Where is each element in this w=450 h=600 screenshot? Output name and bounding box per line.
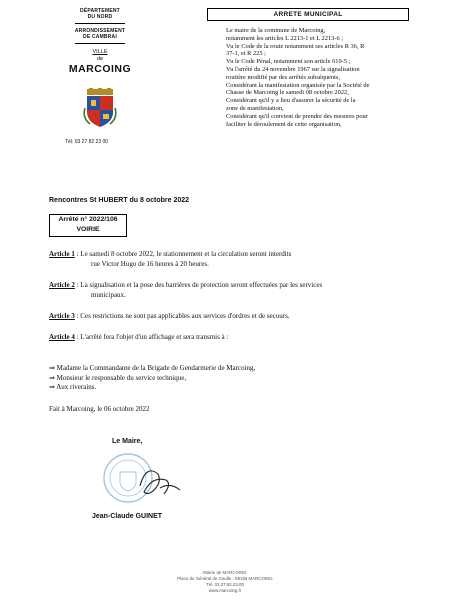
- article-label: Article 2: [49, 281, 75, 289]
- article-text: : La signalisation et la pose des barrières de protection seront effectuées par les services: [74, 281, 323, 289]
- department-line1: DÉPARTEMENT: [80, 8, 120, 14]
- article-3: [49, 312, 399, 322]
- arrondissement-line2: DE CAMBRAI: [83, 34, 117, 40]
- considerant-line: Vu le Code Pénal, notamment son article 610-5 ;: [226, 58, 351, 66]
- event-title: Rencontres St HUBERT du 8 octobre 2022: [49, 197, 190, 204]
- signature-title: Le Maire,: [112, 438, 143, 445]
- considerant-line: Vu le Code de la route notamment ses articles R 36, R: [226, 42, 365, 50]
- article-text: : Le samedi 8 octobre 2022, le stationnement et la circulation seront interdits: [74, 250, 292, 258]
- article-4: [49, 333, 399, 343]
- commune-header: [60, 8, 140, 146]
- considerant-line: 37-1, et R 225 ;: [226, 50, 266, 58]
- recipient-item: ⇒ Aux riverains.: [49, 383, 97, 391]
- arrete-subject: VOIRIE: [76, 226, 100, 233]
- arrete-number: Arrêté n° 2022/106: [58, 216, 118, 223]
- signatory-name: Jean-Claude GUINET: [92, 513, 163, 520]
- article-text: : Ces restrictions ne sont pas applicables aux services d'ordres et de secours.: [74, 312, 290, 320]
- official-stamp-icon: [100, 446, 190, 512]
- recipient-item: ⇒ Madame la Commandante de la Brigade de Gendarmerie de Marcoing,: [49, 364, 256, 372]
- de-label: de: [96, 56, 104, 62]
- considerant-line: Vu l'arrêté du 24 novembre 1967 sur la signalisation: [226, 65, 360, 73]
- article-text-cont: rue Victor Hugo de 16 heures à 20 heures.: [91, 259, 209, 268]
- recipient-list: [49, 364, 255, 393]
- phone-number: Tél: 03 27 82 23 00: [65, 139, 109, 145]
- considerant-line: Considérant qu'il convient de prendre des mesures pour: [226, 112, 368, 120]
- footer-line: Place du Général de Gaulle - 59159 MARCOING: [177, 576, 273, 581]
- coat-of-arms-icon: [82, 88, 118, 128]
- considerants: [226, 27, 411, 128]
- arrondissement-line1: ARRONDISSEMENT: [74, 28, 126, 34]
- article-1: [49, 250, 399, 269]
- date-place: Fait à Marcoing, le 06 octobre 2022: [49, 405, 150, 413]
- considerant-line: zone de manifestation,: [226, 104, 284, 112]
- divider: [75, 43, 125, 44]
- divider: [75, 23, 125, 24]
- article-text-cont: municipaux.: [91, 290, 126, 299]
- article-label: Article 4: [49, 333, 75, 341]
- considerant-line: routière modifié par des arrêtés subséquents,: [226, 73, 340, 81]
- considerant-line: faciliter le déroulement de cette organisation,: [226, 120, 342, 128]
- recipient-item: ⇒ Monsieur le responsable du service technique,: [49, 373, 187, 382]
- considerant-line: Considérant qu'il y a lieu d'assurer la sécurité de la: [226, 97, 356, 105]
- considerant-line: Considérant la manifestation organisée par la Société de: [226, 81, 370, 89]
- arrete-number-box: [49, 214, 127, 237]
- considerant-line: Chasse de Marcoing le samedi 08 octobre 2022,: [226, 89, 349, 97]
- article-2: [49, 281, 399, 300]
- ville-label: VILLE: [92, 49, 108, 55]
- footer-line: www.marcoing.fr: [208, 588, 242, 593]
- article-label: Article 1: [49, 250, 75, 258]
- considerant-line: notamment les articles L 2213-1 et L 2213-6 ;: [226, 34, 344, 42]
- article-label: Article 3: [49, 312, 75, 320]
- footer-line: Mairie de MARCOING: [203, 570, 247, 575]
- footer-line: Tél. 03.27.82.23.00: [206, 582, 244, 587]
- department-line2: DU NORD: [87, 14, 113, 20]
- arrete-title: ARRETE MUNICIPAL: [207, 8, 409, 21]
- article-text: : L'arrêté fera l'objet d'un affichage et sera transmis à :: [74, 333, 229, 341]
- town-name: MARCOING: [68, 63, 132, 75]
- footer: [0, 570, 450, 594]
- considerant-line: Le maire de la commune de Marcoing,: [226, 27, 326, 34]
